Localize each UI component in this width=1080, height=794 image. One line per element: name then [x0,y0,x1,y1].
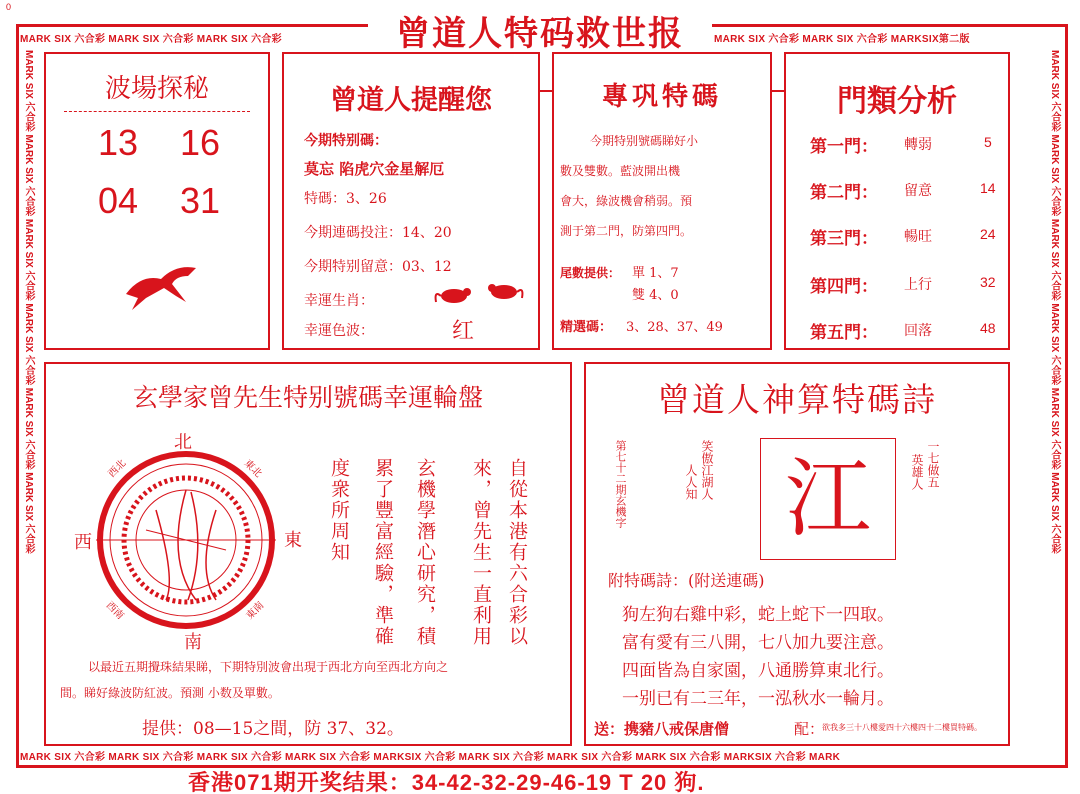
right-side-strip: MARK SIX 六合彩 MARK SIX 六合彩 MARK SIX 六合彩 MARK SIX 六合彩 MARK SIX 六合彩 MARK SIX 六合彩 [1049,50,1060,554]
wheel-text-column: 來，曾先生一直利用 [470,458,492,647]
poem-right-column: 一七做五 [926,440,940,488]
field-number: 31 [180,180,221,221]
field-number: 16 [180,122,221,163]
bottom-strip: MARK SIX 六合彩 MARK SIX 六合彩 MARK SIX 六合彩 MARK SIX 六合彩 MARKSIX 六合彩 MARK SIX 六合彩 MARK SIX 六合彩 MARK SIX 六合彩 MARKSIX 六合彩 MARK [20,752,841,763]
panel-ball-field [44,52,270,350]
tail-double: 雙 4、0 [632,288,679,303]
wheel-note-line: 以最近五期攪珠結果睇，下期特別波會出現于西北方向至西北方向之 [88,660,449,674]
poem-line: 狗左狗右雞中彩，蛇上蛇下一四取。 [622,605,894,625]
reminder-line: 莫忘 陷虎穴金星解厄 [304,160,445,178]
category-value: 14 [980,180,996,196]
poem-left-column: 第七十二期玄機字 [614,440,627,528]
horse-icon [116,254,206,314]
page-title: 曾道人特码救世报 [368,14,712,54]
wheel-text-column: 自從本港有六合彩以 [506,458,528,647]
poem-line: 四面皆為自家園，八通勝算東北行。 [622,661,894,681]
panel-category-title: 門類分析 [837,84,957,119]
panel-lucky-wheel-title: 玄學家曾先生特别號碼幸運輪盤 [132,383,483,412]
panel-poem-title: 曾道人神算特碼詩 [657,380,937,419]
category-value: 48 [980,320,996,336]
category-value: 24 [980,226,996,242]
category-desc: 留意 [904,183,932,199]
field-number: 04 [98,180,139,221]
special-paragraph-line: 今期特别號碼睇好小 [590,134,699,148]
lottery-result: 香港071期开奖结果：34-42-32-29-46-19 T 20 狗. [188,770,705,794]
reminder-line: 幸運生肖： [304,293,374,309]
category-label: 第一門： [810,137,878,157]
reminder-line: 今期特别留意：03、12 [304,259,452,275]
reminder-line: 幸運色波： [304,323,374,339]
corner-mark: 0 [6,2,12,12]
ring-label-nw: 西北 [106,457,129,480]
wheel-provide: 提供：08—15之間，防 37、32。 [142,719,404,739]
panel-reminder-title: 曾道人提醒您 [330,85,492,116]
top-right-strip: MARK SIX 六合彩 MARK SIX 六合彩 MARKSIX第二版 [714,34,970,45]
field-number: 13 [98,122,139,163]
category-value: 32 [980,274,996,290]
panel-ball-field-title: 波場探秘 [64,68,250,112]
direction-east: 東 [284,530,302,551]
panel-category-analysis [784,52,1010,350]
left-side-strip: MARK SIX 六合彩 MARK SIX 六合彩 MARK SIX 六合彩 MARK SIX 六合彩 MARK SIX 六合彩 MARK SIX 六合彩 [23,50,34,554]
wheel-note-line: 間。睇好綠波防紅波。預測 小数及單數。 [60,686,280,700]
wheel-text-column: 累了豐富經驗，準確 [372,458,394,647]
reminder-line: 今期特别碼： [304,133,388,149]
category-label: 第三門： [810,229,878,249]
panel-special-code-title: 專巩特碼 [601,82,722,112]
poem-match-label: 配： [794,720,825,738]
category-label: 第四門： [810,277,878,297]
poem-line: 富有愛有三八開，七八加九要注意。 [622,633,894,653]
panel-reminder [282,52,540,350]
category-label: 第二門： [810,183,878,203]
reminder-line: 特碼：3、26 [304,191,387,207]
special-paragraph-line: 數及雙數。藍波開出機 [560,164,681,178]
tail-label: 尾數提供： [560,266,621,280]
category-desc: 回落 [904,323,932,339]
poem-match-text: 欲我多三十八樓愛四十六樓四十二樓買特碼。 [822,723,982,732]
category-value: 5 [984,134,992,150]
poem-mid-column: 人人知 [684,464,698,500]
panel-lucky-wheel [44,362,572,746]
panel-poem [584,362,1010,746]
ring-label-sw: 西南 [103,599,126,622]
direction-west: 西 [74,532,92,553]
rat-icon [484,280,524,302]
wheel-text-column: 玄機學潛心研究，積 [414,458,436,647]
category-desc: 轉弱 [904,137,932,153]
reminder-line: 今期連碼投注：14、20 [304,225,452,241]
poem-right-column: 英雄人 [910,454,924,490]
rat-icon [434,284,474,306]
poem-line: 一别已有二三年，一泓秋水一輪月。 [622,689,894,709]
pick-label: 精選碼： [560,320,613,335]
connector [770,90,784,92]
panel-special-code [552,52,772,350]
ring-label-ne: 東北 [241,457,264,480]
special-paragraph-line: 測于第二門，防第四門。 [560,224,693,238]
special-paragraph-line: 會大，綠波機會稍弱。預 [560,194,693,208]
direction-north: 北 [174,432,192,453]
category-desc: 上行 [904,277,932,293]
category-label: 第五門： [810,323,878,343]
connector [539,90,553,92]
poem-send: 送：携豬八戒保唐僧 [594,720,730,738]
category-desc: 暢旺 [904,229,932,245]
poem-mid-column: 笑傲江湖人 [700,440,714,500]
pick-value: 3、28、37、49 [626,320,723,335]
wheel-text-column: 度衆所周知 [328,458,350,563]
tail-single: 單 1、7 [632,266,679,281]
lucky-color: 红 [452,319,475,344]
poem-big-char: 江 [760,438,896,560]
poem-subtitle: 附特碼詩：(附送連碼) [608,571,765,590]
top-left-strip: MARK SIX 六合彩 MARK SIX 六合彩 MARK SIX 六合彩 [20,34,282,45]
direction-south: 南 [184,632,202,653]
ring-label-se: 東南 [244,599,267,622]
